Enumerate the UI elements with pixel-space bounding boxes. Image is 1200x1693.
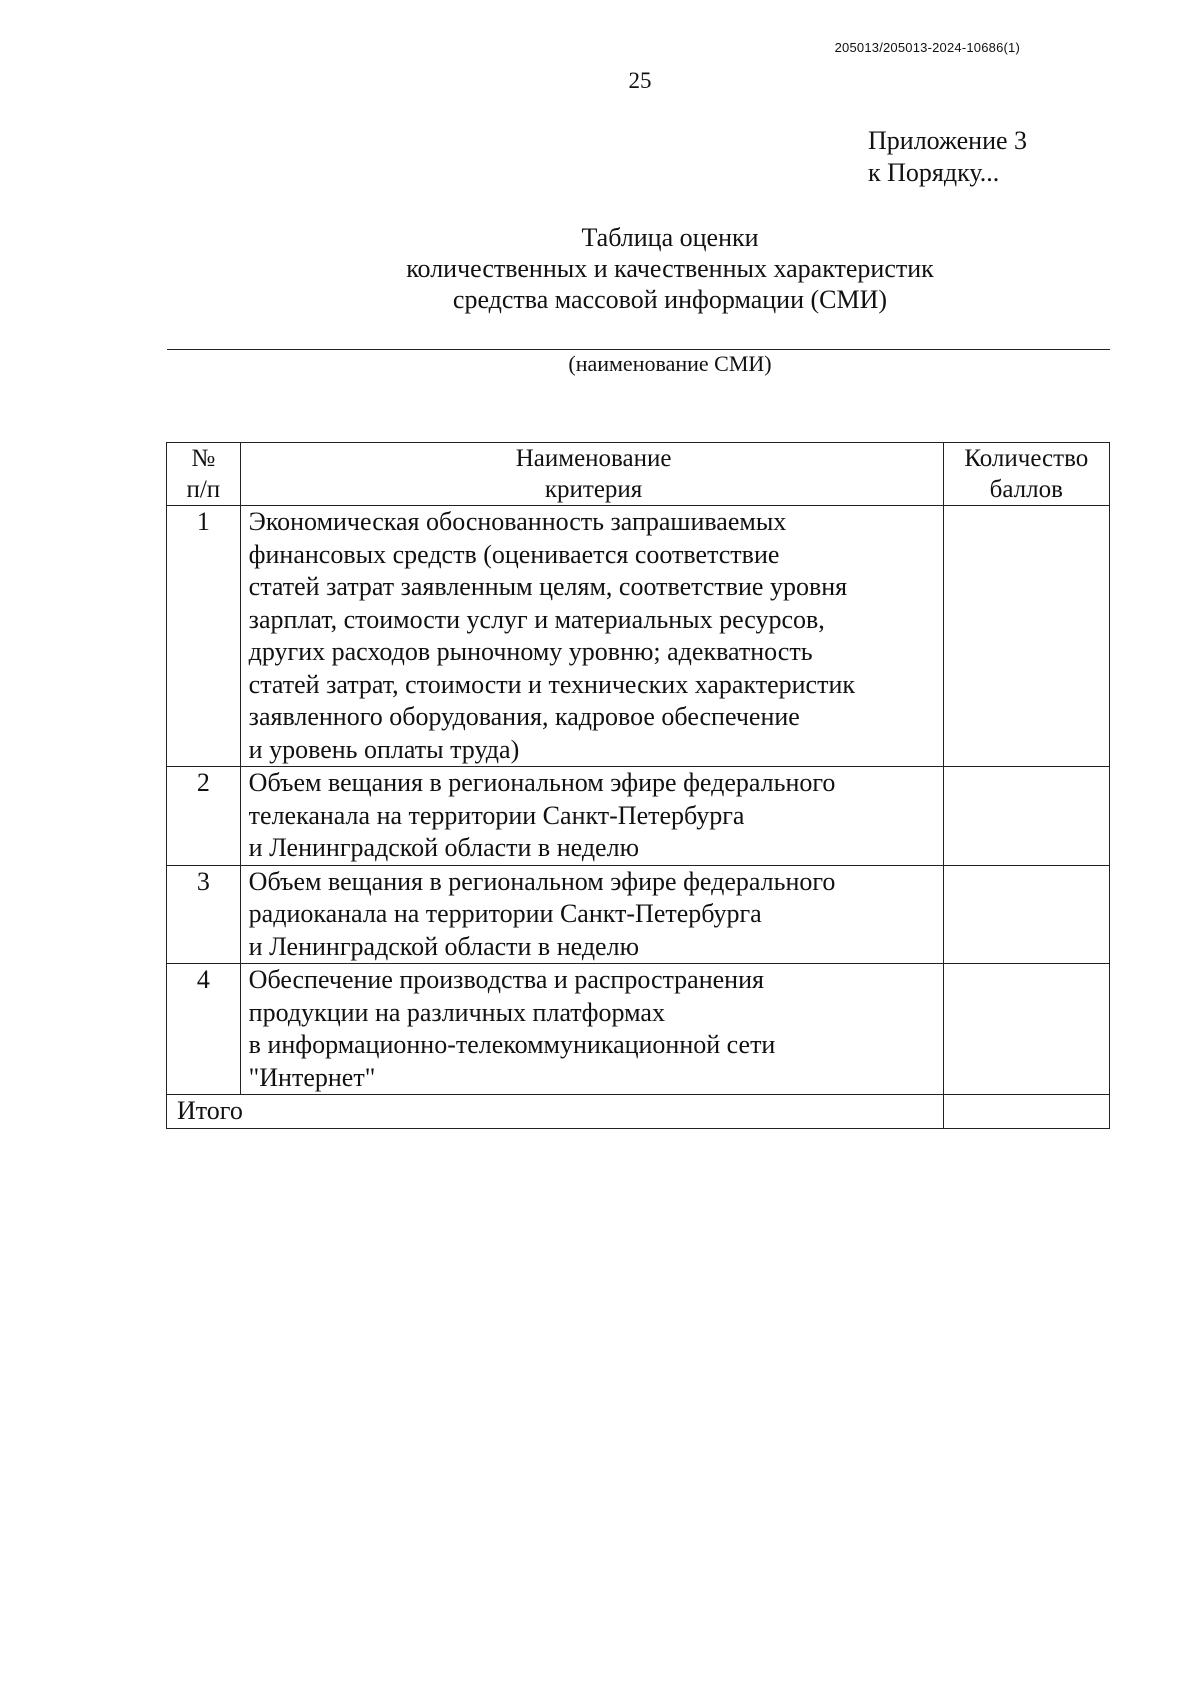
table-row (167, 506, 1110, 767)
media-name-caption: (наименование СМИ) (568, 351, 772, 376)
row-number: 1 (167, 506, 241, 767)
table-row (167, 865, 1110, 964)
document-id: 205013/205013-2024-10686(1) (834, 40, 1020, 55)
criterion-text: Объем вещания в региональном эфире федерального радиоканала на территории Санкт-Петербурга и Ленинградской области в неделю (240, 865, 943, 964)
criterion-text: Объем вещания в региональном эфире федерального телеканала на территории Санкт-Петербурга и Ленинградской области в неделю (240, 767, 943, 866)
header-number: № п/п (167, 443, 241, 506)
score-cell (943, 865, 1109, 964)
title-line-1: Таблица оценки (581, 223, 759, 252)
score-cell (943, 506, 1109, 767)
table-row (167, 767, 1110, 866)
appendix-line-2: к Порядку... (868, 158, 1000, 187)
total-label: Итого (167, 1095, 944, 1129)
total-score-cell (943, 1095, 1109, 1129)
appendix-reference (868, 125, 1027, 189)
score-cell (943, 964, 1109, 1095)
header-score: Количество баллов (943, 443, 1109, 506)
table-row (167, 964, 1110, 1095)
criterion-text: Обеспечение производства и распространения продукции на различных платформах в информационно-телекоммуникационной сети "Интернет" (240, 964, 943, 1095)
media-name-blank-line (167, 349, 1110, 350)
header-criterion-name: Наименование критерия (240, 443, 943, 506)
table-header-row (167, 443, 1110, 506)
document-title (240, 222, 1100, 315)
row-number: 4 (167, 964, 241, 1095)
score-cell (943, 767, 1109, 866)
total-row (167, 1095, 1110, 1129)
row-number: 3 (167, 865, 241, 964)
title-line-2: количественных и качественных характеристик (406, 254, 934, 283)
page-number: 25 (628, 68, 652, 93)
criterion-text: Экономическая обоснованность запрашиваемых финансовых средств (оценивается соответствие статей затрат заявленным целям, соответствие уровня зарплат, стоимости услуг и материальных ресурсов, других расходов рыночному уровню; адекватность статей затрат, стоимости и технических характеристик заявленного оборудования, кадровое обеспечение и уровень оплаты труда) (240, 506, 943, 767)
appendix-line-1: Приложение 3 (868, 126, 1028, 155)
criteria-table (166, 442, 1110, 1129)
title-line-3: средства массовой информации (СМИ) (452, 285, 888, 314)
row-number: 2 (167, 767, 241, 866)
